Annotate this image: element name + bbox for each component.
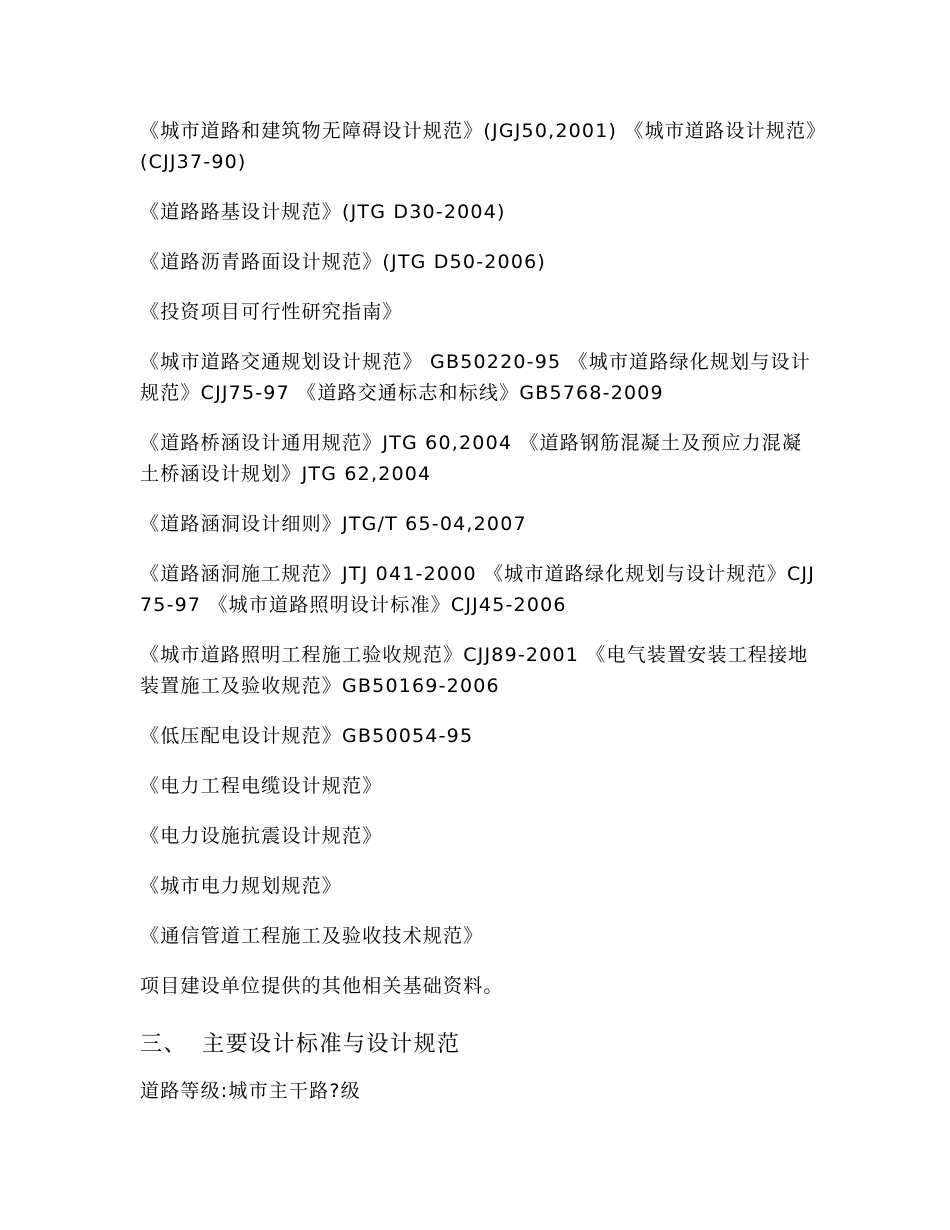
paragraph: 《电力工程电缆设计规范》 (140, 775, 383, 797)
paragraph: 《道路涵洞设计细则》JTG/T 65-04,2007 (140, 513, 527, 535)
paragraph: 《通信管道工程施工及验收技术规范》 (140, 925, 484, 947)
paragraph: 《道路路基设计规范》(JTG D30-2004) (140, 201, 506, 223)
paragraph: 《低压配电设计规范》GB50054-95 (140, 725, 474, 747)
paragraph: 《道路沥青路面设计规范》(JTG D50-2006) (140, 251, 547, 273)
paragraph: 《投资项目可行性研究指南》 (140, 301, 403, 323)
paragraph: 《城市道路和建筑物无障碍设计规范》(JGJ50,2001) 《城市道路设计规范》(CJJ37-90) (140, 120, 817, 173)
paragraph: 《城市电力规划规范》 (140, 875, 343, 897)
paragraph: 项目建设单位提供的其他相关基础资料。 (140, 975, 504, 997)
paragraph: 《城市道路照明工程施工验收规范》CJJ89-2001 《电气装置安装工程接地装置施工及验收规范》GB50169-2006 (140, 644, 809, 697)
paragraph: 《道路涵洞施工规范》JTJ 041-2000 《城市道路绿化规划与设计规范》CJJ75-97 《城市道路照明设计标准》CJJ45-2006 (140, 563, 816, 616)
road-grade-line: 道路等级:城市主干路?级 (140, 1080, 361, 1102)
section-heading (140, 1028, 820, 1062)
paragraph: 《电力设施抗震设计规范》 (140, 825, 383, 847)
section-number: 三、 (140, 1032, 188, 1057)
paragraph: 《道路桥涵设计通用规范》JTG 60,2004 《道路钢筋混凝土及预应力混凝土桥涵设计规划》JTG 62,2004 (140, 432, 803, 485)
paragraph: 《城市道路交通规划设计规范》 GB50220-95 《城市道路绿化规划与设计规范》CJJ75-97 《道路交通标志和标线》GB5768-2009 (140, 351, 811, 404)
document-body (140, 116, 820, 1126)
section-title: 主要设计标准与设计规范 (202, 1032, 461, 1057)
